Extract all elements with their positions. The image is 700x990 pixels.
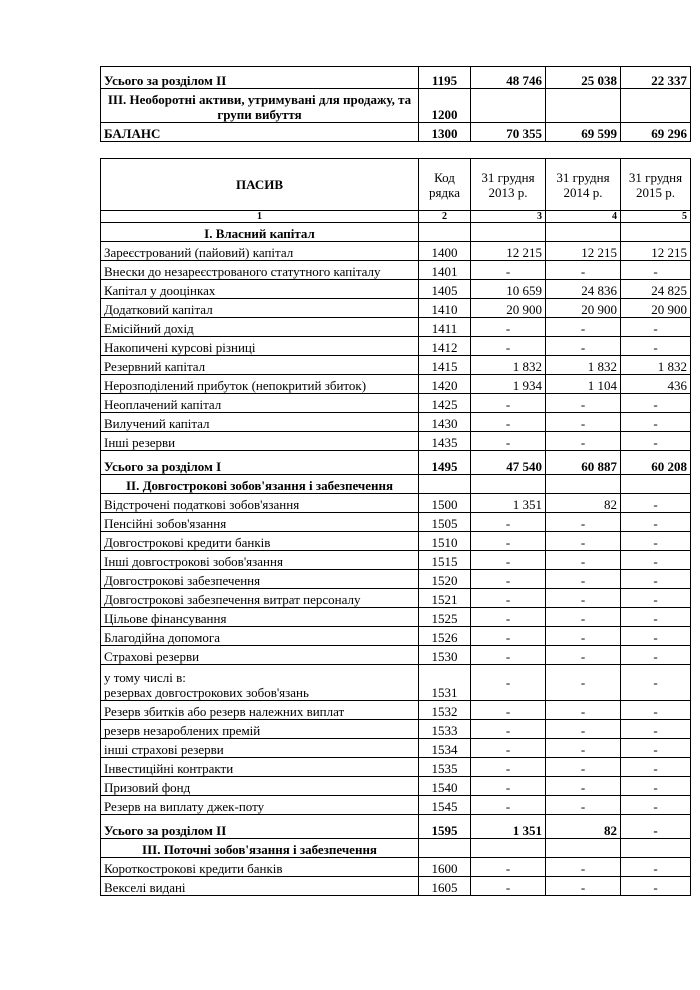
row-value-2015 (621, 839, 691, 858)
table-row (101, 494, 691, 513)
row-name: III. Необоротні активи, утримувані для продажу, та групи вибуття (101, 89, 419, 123)
table-row (101, 123, 691, 142)
row-name: Пенсійні зобов'язання (101, 513, 419, 532)
row-value-2015 (621, 475, 691, 494)
table-row (101, 551, 691, 570)
table-row (101, 739, 691, 758)
row-value-2014: 12 215 (546, 242, 621, 261)
row-value-2013: - (471, 701, 546, 720)
row-name-line-1: у тому числі в: (104, 670, 186, 685)
row-value-2014: - (546, 720, 621, 739)
row-code: 1405 (419, 280, 471, 299)
table-row (101, 394, 691, 413)
row-code: 1410 (419, 299, 471, 318)
row-value-2013 (471, 839, 546, 858)
table-row (101, 532, 691, 551)
row-code: 1435 (419, 432, 471, 451)
row-value-2014: - (546, 796, 621, 815)
row-value-2013: - (471, 758, 546, 777)
table-row (101, 432, 691, 451)
row-value-2014: 1 832 (546, 356, 621, 375)
table-row (101, 777, 691, 796)
row-value-2015: 22 337 (621, 67, 691, 89)
row-name: Довгострокові кредити банків (101, 532, 419, 551)
row-code: 1430 (419, 413, 471, 432)
row-value-2014: - (546, 777, 621, 796)
row-name: Інвестиційні контракти (101, 758, 419, 777)
row-value-2013: - (471, 570, 546, 589)
row-value-2013: - (471, 551, 546, 570)
row-code (419, 475, 471, 494)
row-value-2015 (621, 223, 691, 242)
section-row (101, 223, 691, 242)
row-value-2014: - (546, 627, 621, 646)
row-value-2013 (471, 475, 546, 494)
row-code (419, 223, 471, 242)
row-name: Страхові резерви (101, 646, 419, 665)
row-value-2013: - (471, 739, 546, 758)
assets-tail-table (100, 66, 691, 142)
row-value-2015: - (621, 337, 691, 356)
row-value-2015: - (621, 261, 691, 280)
row-code: 1531 (419, 665, 471, 701)
row-value-2015: - (621, 413, 691, 432)
row-value-2014: 82 (546, 494, 621, 513)
table-row (101, 858, 691, 877)
table-row (101, 701, 691, 720)
row-name: БАЛАНС (101, 123, 419, 142)
table-row (101, 356, 691, 375)
row-code: 1401 (419, 261, 471, 280)
row-value-2014: - (546, 608, 621, 627)
row-name: Відстрочені податкові зобов'язання (101, 494, 419, 513)
row-name: Нерозподілений прибуток (непокритий збиток) (101, 375, 419, 394)
row-value-2013: - (471, 720, 546, 739)
row-value-2013: - (471, 337, 546, 356)
column-number-row (101, 211, 691, 223)
row-name: Цільове фінансування (101, 608, 419, 627)
row-name: Усього за розділом I (101, 451, 419, 475)
row-value-2015: 20 900 (621, 299, 691, 318)
row-value-2013: - (471, 318, 546, 337)
section-row (101, 475, 691, 494)
row-value-2014: - (546, 532, 621, 551)
row-value-2014: 24 836 (546, 280, 621, 299)
header-row (101, 159, 691, 211)
row-code: 1534 (419, 739, 471, 758)
row-value-2013: - (471, 413, 546, 432)
row-name: Резерв на виплату джек-поту (101, 796, 419, 815)
section-row (101, 839, 691, 858)
row-name: Благодійна допомога (101, 627, 419, 646)
row-value-2013: 10 659 (471, 280, 546, 299)
row-code: 1526 (419, 627, 471, 646)
col-num-5: 5 (621, 211, 691, 223)
row-value-2013: - (471, 432, 546, 451)
row-value-2014 (546, 839, 621, 858)
row-value-2015: - (621, 815, 691, 839)
row-value-2013: 12 215 (471, 242, 546, 261)
section-title: I. Власний капітал (101, 223, 419, 242)
row-value-2015: - (621, 432, 691, 451)
table-row (101, 242, 691, 261)
row-value-2015: - (621, 720, 691, 739)
row-code: 1521 (419, 589, 471, 608)
row-code: 1500 (419, 494, 471, 513)
row-value-2013: 20 900 (471, 299, 546, 318)
row-value-2014: - (546, 665, 621, 701)
row-name: Призовий фонд (101, 777, 419, 796)
row-value-2015: 12 215 (621, 242, 691, 261)
row-value-2014: - (546, 413, 621, 432)
row-name: Інші резерви (101, 432, 419, 451)
row-value-2013: - (471, 665, 546, 701)
row-value-2014: 60 887 (546, 451, 621, 475)
row-code: 1600 (419, 858, 471, 877)
row-value-2014: 1 104 (546, 375, 621, 394)
row-value-2014 (546, 89, 621, 123)
row-code: 1495 (419, 451, 471, 475)
section-title: II. Довгострокові зобов'язання і забезпечення (101, 475, 419, 494)
table-row (101, 720, 691, 739)
row-value-2013: - (471, 513, 546, 532)
row-value-2015: - (621, 665, 691, 701)
row-value-2014: - (546, 570, 621, 589)
row-value-2015: - (621, 551, 691, 570)
row-value-2015: - (621, 877, 691, 896)
row-value-2014: - (546, 261, 621, 280)
table-row (101, 89, 691, 123)
row-value-2015: 436 (621, 375, 691, 394)
row-value-2013: - (471, 858, 546, 877)
row-value-2015: - (621, 858, 691, 877)
row-code: 1415 (419, 356, 471, 375)
row-value-2015: - (621, 589, 691, 608)
row-value-2015: - (621, 494, 691, 513)
table-row (101, 299, 691, 318)
row-value-2015: 1 832 (621, 356, 691, 375)
row-value-2013: - (471, 608, 546, 627)
row-value-2013: 1 934 (471, 375, 546, 394)
table-row (101, 513, 691, 532)
row-name: Внески до незареєстрованого статутного капіталу (101, 261, 419, 280)
row-code: 1530 (419, 646, 471, 665)
row-value-2015: - (621, 570, 691, 589)
row-name: Довгострокові забезпечення витрат персоналу (101, 589, 419, 608)
row-value-2013: 1 832 (471, 356, 546, 375)
row-name: Векселі видані (101, 877, 419, 896)
row-value-2015: 24 825 (621, 280, 691, 299)
row-value-2014 (546, 475, 621, 494)
row-name: резерв незароблених премій (101, 720, 419, 739)
row-name: Капітал у дооцінках (101, 280, 419, 299)
row-value-2015: - (621, 796, 691, 815)
row-value-2015: - (621, 394, 691, 413)
row-value-2013: 70 355 (471, 123, 546, 142)
section-title: III. Поточні зобов'язання і забезпечення (101, 839, 419, 858)
row-value-2015: 60 208 (621, 451, 691, 475)
row-value-2015 (621, 89, 691, 123)
row-value-2013: - (471, 777, 546, 796)
row-name: Зареєстрований (пайовий) капітал (101, 242, 419, 261)
table-row (101, 261, 691, 280)
total-row (101, 815, 691, 839)
row-value-2014: 82 (546, 815, 621, 839)
row-value-2014: 25 038 (546, 67, 621, 89)
row-code: 1520 (419, 570, 471, 589)
table-row (101, 758, 691, 777)
row-value-2014 (546, 223, 621, 242)
table-row (101, 413, 691, 432)
row-name: Неоплачений капітал (101, 394, 419, 413)
table-row (101, 589, 691, 608)
col-num-3: 3 (471, 211, 546, 223)
table-row (101, 646, 691, 665)
table-row (101, 608, 691, 627)
row-code (419, 839, 471, 858)
row-code: 1535 (419, 758, 471, 777)
row-code: 1195 (419, 67, 471, 89)
row-code: 1545 (419, 796, 471, 815)
row-value-2015: - (621, 532, 691, 551)
row-value-2013: - (471, 627, 546, 646)
row-code: 1510 (419, 532, 471, 551)
row-name: Емісійний дохід (101, 318, 419, 337)
row-value-2013 (471, 89, 546, 123)
col-num-1: 1 (101, 211, 419, 223)
row-code: 1300 (419, 123, 471, 142)
row-value-2014: - (546, 318, 621, 337)
col-num-2: 2 (419, 211, 471, 223)
table-row (101, 375, 691, 394)
row-code: 1595 (419, 815, 471, 839)
row-code: 1425 (419, 394, 471, 413)
total-row (101, 451, 691, 475)
row-name: Резерв збитків або резерв належних виплат (101, 701, 419, 720)
header-2015: 31 грудня 2015 р. (621, 159, 691, 211)
table-row (101, 318, 691, 337)
row-value-2015: - (621, 513, 691, 532)
row-value-2014: - (546, 646, 621, 665)
row-value-2014: - (546, 432, 621, 451)
row-name: Короткострокові кредити банків (101, 858, 419, 877)
col-num-4: 4 (546, 211, 621, 223)
row-value-2014: - (546, 337, 621, 356)
row-value-2014: 69 599 (546, 123, 621, 142)
row-value-2014: - (546, 513, 621, 532)
row-value-2015: 69 296 (621, 123, 691, 142)
row-code: 1505 (419, 513, 471, 532)
row-value-2013: 1 351 (471, 815, 546, 839)
table-row (101, 280, 691, 299)
row-name: Усього за розділом II (101, 67, 419, 89)
row-value-2014: - (546, 758, 621, 777)
row-name: Накопичені курсові різниці (101, 337, 419, 356)
header-2014: 31 грудня 2014 р. (546, 159, 621, 211)
row-value-2013: - (471, 394, 546, 413)
row-value-2014: - (546, 394, 621, 413)
row-code: 1533 (419, 720, 471, 739)
row-code: 1411 (419, 318, 471, 337)
table-row (101, 877, 691, 896)
row-value-2014: - (546, 551, 621, 570)
row-code: 1200 (419, 89, 471, 123)
row-name: Усього за розділом II (101, 815, 419, 839)
row-code: 1525 (419, 608, 471, 627)
row-value-2015: - (621, 627, 691, 646)
row-value-2013: - (471, 877, 546, 896)
table-row (101, 67, 691, 89)
row-value-2013 (471, 223, 546, 242)
row-value-2014: - (546, 589, 621, 608)
row-value-2014: - (546, 877, 621, 896)
row-name: Резервний капітал (101, 356, 419, 375)
row-value-2015: - (621, 318, 691, 337)
row-value-2014: 20 900 (546, 299, 621, 318)
row-value-2013: 47 540 (471, 451, 546, 475)
row-code: 1400 (419, 242, 471, 261)
row-value-2015: - (621, 758, 691, 777)
row-value-2014: - (546, 739, 621, 758)
row-value-2013: 1 351 (471, 494, 546, 513)
row-name: Інші довгострокові зобов'язання (101, 551, 419, 570)
row-code: 1540 (419, 777, 471, 796)
row-name: Вилучений капітал (101, 413, 419, 432)
row-value-2013: - (471, 589, 546, 608)
row-code: 1515 (419, 551, 471, 570)
row-name: інші страхові резерви (101, 739, 419, 758)
row-name (101, 665, 419, 701)
row-value-2013: 48 746 (471, 67, 546, 89)
row-code: 1420 (419, 375, 471, 394)
row-value-2015: - (621, 646, 691, 665)
table-row (101, 796, 691, 815)
row-code: 1605 (419, 877, 471, 896)
row-value-2015: - (621, 701, 691, 720)
row-code: 1412 (419, 337, 471, 356)
row-code: 1532 (419, 701, 471, 720)
header-2013: 31 грудня 2013 р. (471, 159, 546, 211)
row-name: Довгострокові забезпечення (101, 570, 419, 589)
row-value-2013: - (471, 261, 546, 280)
liabilities-table (100, 158, 691, 896)
row-value-2015: - (621, 777, 691, 796)
row-value-2013: - (471, 796, 546, 815)
table-row (101, 665, 691, 701)
row-value-2015: - (621, 608, 691, 627)
row-value-2014: - (546, 858, 621, 877)
row-name-line-2: резервах довгострокових зобов'язань (104, 685, 309, 700)
header-title: ПАСИВ (101, 159, 419, 211)
table-row (101, 337, 691, 356)
table-row (101, 570, 691, 589)
row-name: Додатковий капітал (101, 299, 419, 318)
row-value-2013: - (471, 646, 546, 665)
table-row (101, 627, 691, 646)
header-code: Код рядка (419, 159, 471, 211)
row-value-2015: - (621, 739, 691, 758)
row-value-2013: - (471, 532, 546, 551)
row-value-2014: - (546, 701, 621, 720)
